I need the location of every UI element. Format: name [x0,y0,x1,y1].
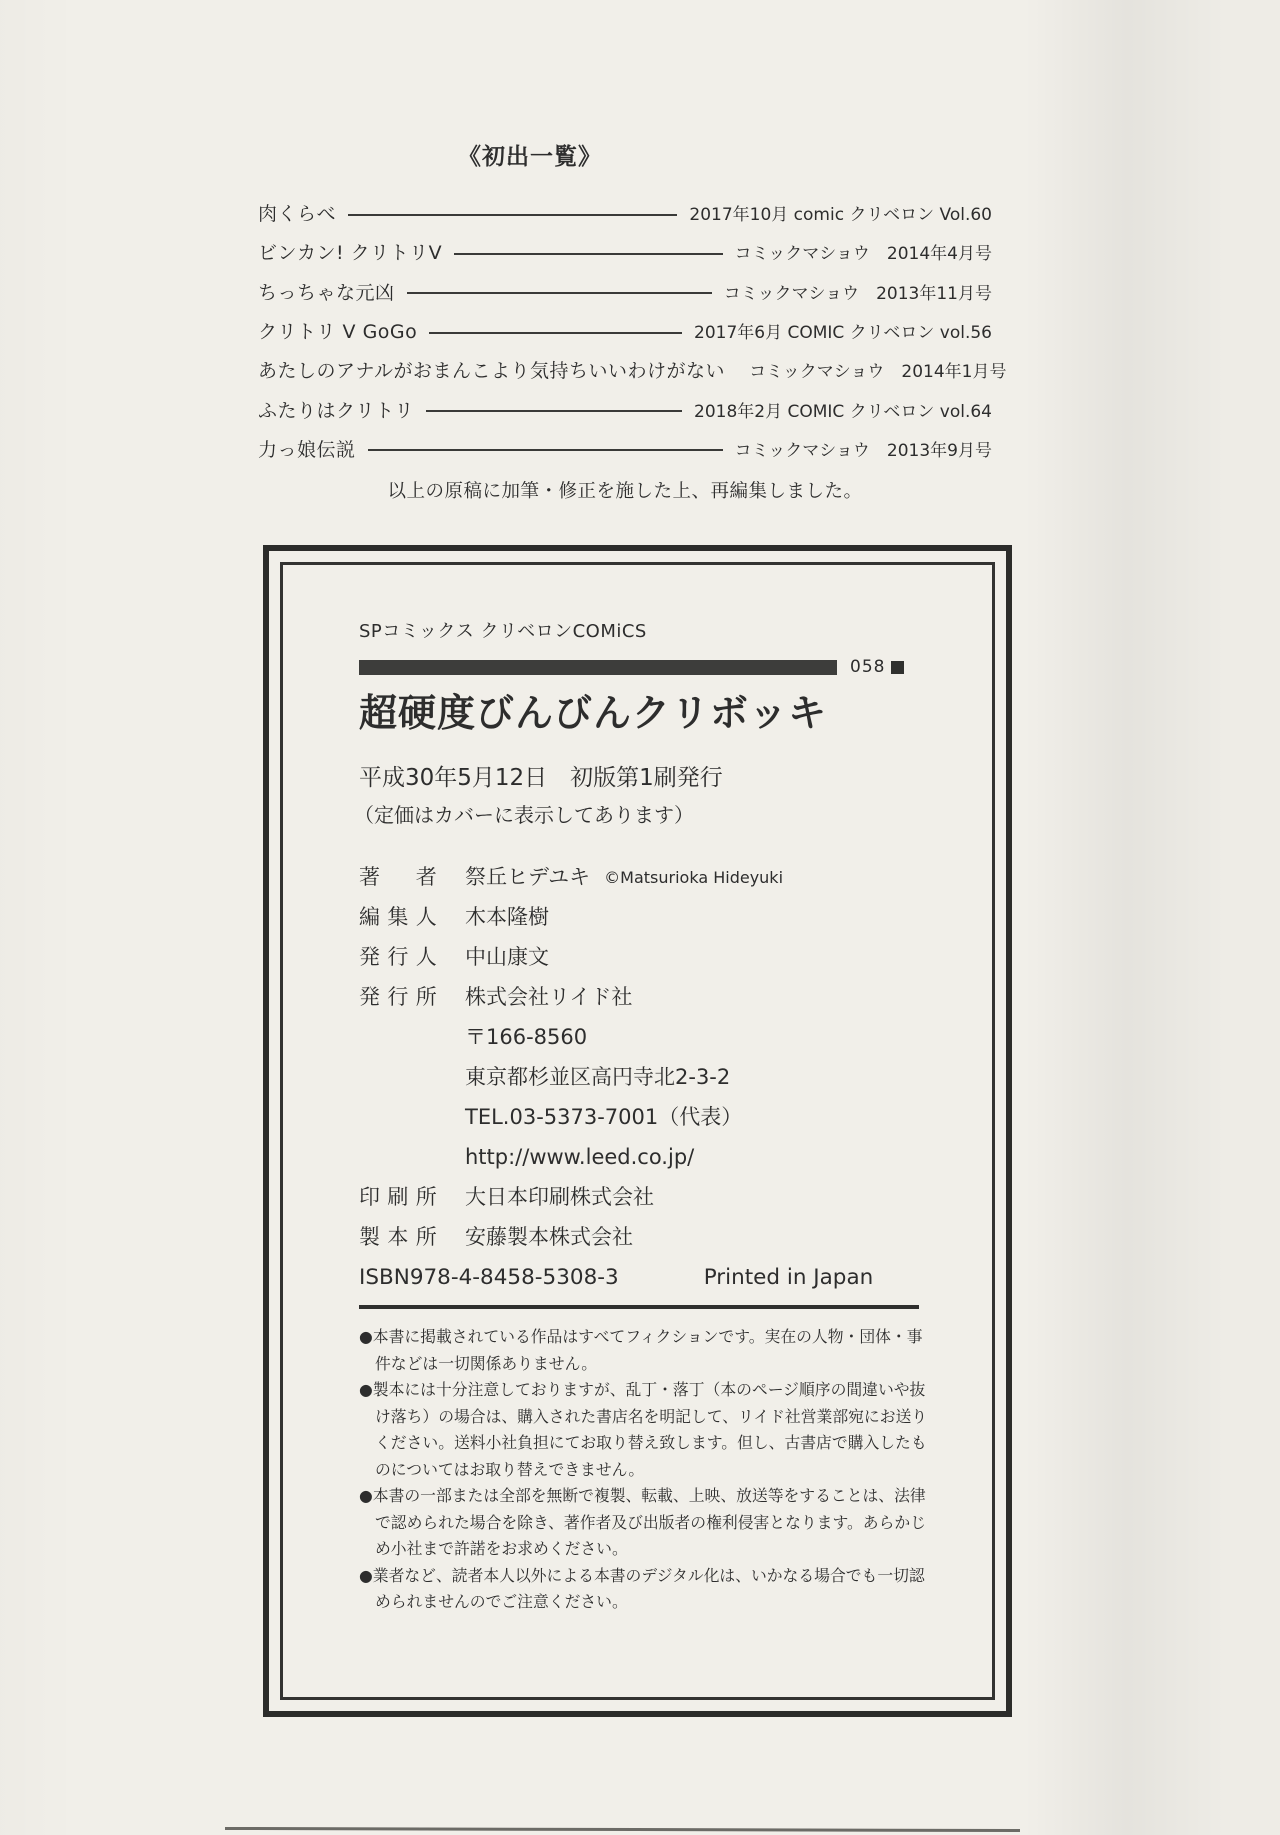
publication-row [258,429,992,468]
first-publication-section [258,138,1007,503]
copyright-credit: ©Matsurioka Hideyuki [604,868,784,888]
work-title: 力っ娘伝説 [258,438,356,461]
publication-row [258,350,1007,389]
credit-row-publisher-company [359,984,962,1011]
credit-label: 印刷所 [359,1185,445,1210]
series-name: SPコミックス クリベロンCOMiCS [359,621,647,642]
credit-row-publisher-person [359,944,962,971]
colophon-inner-frame [280,562,995,1700]
work-title: クリトリ V GoGo [258,321,418,344]
leader-line [429,332,682,334]
work-title: ビンカン! クリトリV [258,242,443,265]
credit-value: 株式会社リイド社 [465,985,633,1010]
leader-line [426,410,682,412]
credit-label: 製本所 [359,1225,445,1250]
edition-date: 平成30年5月12日 初版第1刷発行 [359,764,723,791]
credit-row-printer [359,1184,962,1211]
work-title: あたしのアナルがおまんこより気持ちいいわけがない [258,360,726,383]
legal-notices [359,1324,931,1616]
publication-list [258,193,1007,468]
series-number: 058 [850,657,886,677]
credit-label: 編集人 [359,905,445,930]
credit-row-bindery [359,1224,962,1251]
divider-rule [359,1305,919,1309]
publication-row [258,389,992,428]
printed-in-label: Printed in Japan [703,1265,874,1291]
notice-digitization: ●業者など、読者本人以外による本書のデジタル化は、いかなる場合でも一切認められませんのでご注意ください。 [359,1565,925,1612]
publication-source: コミックマショウ 2014年4月号 [734,244,992,265]
scan-artifact-line [225,1826,1020,1831]
publication-source: 2017年6月 COMIC クリベロン vol.56 [694,323,992,344]
work-title: 肉くらべ [258,203,337,226]
publication-source: コミックマショウ 2013年9月号 [734,440,992,461]
credit-label: 発行所 [359,985,445,1010]
credit-value: 安藤製本株式会社 [465,1225,633,1250]
leader-line [348,214,677,216]
black-square-icon [891,661,904,674]
colophon-outer-frame [263,545,1012,1717]
isbn-number: ISBN978-4-8458-5308-3 [359,1265,619,1291]
credit-value: 中山康文 [465,945,549,970]
notice-copyright: ●本書の一部または全部を無断で複製、転載、上映、放送等をすることは、法律で認められた場合を除き、著作者及び出版者の権利侵害となります。あらかじめ小社まで許諾をお求めください。 [359,1486,926,1559]
publisher-telephone: TEL.03-5373-7001（代表） [465,1105,743,1130]
leader-line [407,292,712,294]
section-title: 《初出一覧》 [458,144,602,170]
credit-value: 祭丘ヒデユキ [465,865,591,890]
work-title: ふたりはクリトリ [258,399,415,422]
notice-fiction: ●本書に掲載されている作品はすべてフィクションです。実在の人物・団体・事件などは一切関係ありません。 [359,1327,923,1373]
publisher-street-address: 東京都杉並区高円寺北2-3-2 [465,1065,731,1090]
publication-row [258,193,992,232]
leader-line [368,449,723,451]
book-title: 超硬度びんびんクリボッキ [359,691,828,735]
credits-block [359,864,962,1251]
publisher-url: http://www.leed.co.jp/ [465,1145,695,1170]
credit-row-editor [359,904,962,931]
credit-value: 木本隆樹 [465,905,549,930]
isbn-row [359,1264,962,1291]
publication-source: コミックマショウ 2013年11月号 [723,283,992,304]
publication-source: コミックマショウ 2014年1月号 [749,362,1007,383]
publication-source: 2018年2月 COMIC クリベロン vol.64 [694,401,992,422]
publication-row [258,311,992,350]
publication-source: 2017年10月 comic クリベロン Vol.60 [689,205,992,226]
publisher-postal-code: 〒166-8560 [465,1025,588,1050]
credit-value: 大日本印刷株式会社 [465,1185,654,1210]
publication-row [258,272,992,311]
leader-line [454,253,722,255]
black-bar [359,660,837,675]
reedit-note: 以上の原稿に加筆・修正を施した上、再編集しました。 [387,481,863,503]
work-title: ちっちゃな元凶 [258,281,395,304]
notice-defective-copies: ●製本には十分注意しておりますが、乱丁・落丁（本のページ順序の間違いや抜け落ち）の場合は、購入された書店名を明記して、リイド社営業部宛にお送りください。送料小社負担にてお取り替え致します。但し、古書店で購入したものについてはお取り替えできません。 [359,1380,928,1479]
publication-row [258,232,992,271]
series-number-row [359,657,962,677]
price-note: （定価はカバーに表示してあります） [354,803,694,828]
credit-row-author [359,864,962,891]
credit-label: 著 者 [359,865,445,890]
credit-label: 発行人 [359,945,445,970]
